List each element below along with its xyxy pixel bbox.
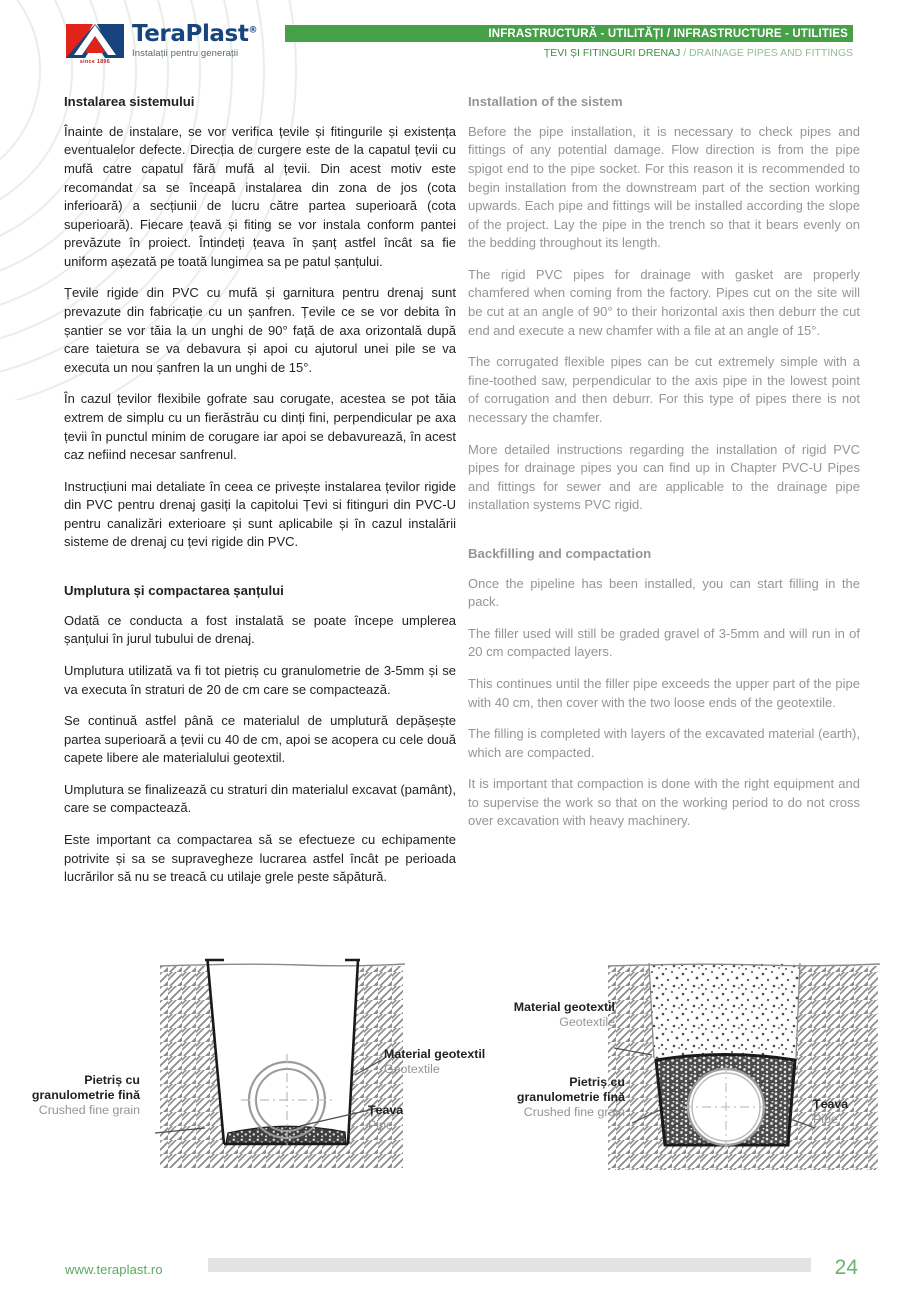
footer-website-link[interactable]: www.teraplast.ro (65, 1262, 163, 1277)
left-fig-pipe-label (368, 1103, 403, 1133)
logo-roof-icon (66, 22, 124, 58)
ro-s1-paragraph-3: În cazul țevilor flexibile gofrate sau corugate, acestea se pot tăia extrem de simplu cu un fierăstrău cu dinți fini, perpendicular pe axa țevii în punctul minim de corugare iar apoi se debavurează, în acest caz nefiind necesar sanfrenul. (64, 391, 456, 463)
page-footer (0, 1243, 920, 1301)
teraplast-logo (66, 21, 258, 65)
en-section2-title: Backfilling and compactation (468, 545, 652, 561)
left-fig-gravel-label (0, 1073, 140, 1118)
header-subtitle-ro: ȚEVI ȘI FITINGURI DRENAJ (543, 47, 681, 59)
ro-s2-paragraph-3: Se continuă astfel până ce materialul de umplutură depășește partea superioară a țevii cu 40 de cm, apoi se acopera cu cele două capete libere ale materialului geotextil. (64, 713, 456, 766)
ro-s1-paragraph-2: Țevile rigide din PVC cu mufă și garnitura pentru drenaj sunt prevazute din fabricație cu un șanfren. Țevile ce se vor debita în șantier se vor tăia la un unghi de 90° față de axa orizontală după care taietura se va debavura și apoi cu ajutorul unei pile se va executa un nou șanfren la un unghi de 15°. (64, 285, 456, 375)
right-fig-geotextile-ro: Material geotextil (513, 1000, 615, 1014)
logo-trademark: ® (248, 25, 258, 36)
right-fig-geotextile-label (460, 1000, 615, 1030)
en-s1-paragraph-4: More detailed instructions regarding the installation of rigid PVC pipes for drainage pipes you can find up in Chapter PVC-U Pipes and fittings for sewer and are applicable to the drainage pipe installation systems PVC rigid. (468, 441, 860, 513)
english-column (468, 94, 860, 844)
en-section1-title: Installation of the sistem (468, 94, 623, 109)
en-s2-paragraph-1: Once the pipeline has been installed, you can start filling in the pack. (468, 575, 860, 610)
en-s2-paragraph-3: This continues until the filler pipe exceeds the upper part of the pipe with 40 cm, then cover with the two loose ends of the geotextile. (468, 675, 860, 710)
ro-s1-paragraph-4: Instrucțiuni mai detaliate în ceea ce privește instalarea țevilor rigide din PVC pentru drenaj gasiți la capitolui Țevi si fitinguri din PVC-U pentru canalizări exterioare și sunt aplicabile și în cazul instalării sisteme de drenaj cu țevi rigide din PVC. (64, 478, 456, 550)
page-header (0, 0, 920, 82)
figure-left-empty-trench (155, 960, 405, 1168)
header-subtitle-en: / DRAINAGE PIPES AND FITTINGS (683, 47, 853, 59)
left-fig-geotextile-ro: Material geotextil (384, 1047, 486, 1061)
left-fig-gravel-ro-line2: granulometrie fină (31, 1088, 140, 1103)
logo-brand-name: TeraPlast® (132, 21, 258, 47)
ro-section2-title: Umplutura și compactarea șanțului (64, 582, 284, 598)
right-fig-pipe-ro: Țeava (813, 1097, 849, 1111)
logo-tagline: Instalații pentru generații (132, 48, 239, 59)
logo-wordmark (132, 22, 257, 59)
en-s2-paragraph-2: The filler used will still be graded gravel of 3-5mm and will run in of 20 cm compacted layers. (468, 625, 860, 660)
en-s1-paragraph-1: Before the pipe installation, it is necessary to check pipes and fittings of any potential damage. Flow direction is from the pipe spigot end to the pipe socket. For this reason it is recommended to begin installation from the downstream part of the section working upwards. Each pipe and fittings will be installed according the slope of the project. Lay the pipe in the trench so that it bears evenly on the bedding throughout its length. (468, 123, 860, 251)
ro-s2-paragraph-5: Este important ca compactarea să se efectueze cu echipamente potrivite și sa se supravegheze lucrarea astfel încât pe perioada lucrărilor să nu se treacă cu utilaje grele peste săpătură. (64, 832, 456, 885)
page-number: 24 (834, 1256, 858, 1279)
ro-s2-paragraph-1: Odată ce conducta a fost instalată se poate începe umplerea șanțului în jurul tubului de drenaj. (64, 612, 456, 647)
trench-cross-section-figures (0, 930, 920, 1180)
left-fig-pipe-en: Pipe (368, 1118, 393, 1133)
ro-s2-paragraph-4: Umplutura se finalizează cu straturi din materialul excavat (pamânt), care se compactează. (64, 781, 456, 816)
left-fig-gravel-ro-line1: Pietriș cu (84, 1073, 140, 1087)
right-fig-gravel-label (470, 1075, 625, 1120)
left-fig-pipe-ro: Țeava (368, 1103, 404, 1117)
ro-s2-paragraph-2: Umplutura utilizată va fi tot pietriș cu granulometrie de 3-5mm și se va executa în straturi de 20 de cm care se compactează. (64, 662, 456, 697)
right-fig-gravel-ro-line2: granulometrie fină (516, 1090, 625, 1105)
left-fig-geotextile-en: Geotextile (384, 1062, 440, 1077)
right-fig-geotextile-en: Geotextile (559, 1015, 615, 1030)
header-subtitle (544, 47, 853, 59)
en-s1-paragraph-3: The corrugated flexible pipes can be cut extremely simple with a fine-toothed saw, perpendicular to the axis pipe in the lowest point of corrugation and then deburr. For this type of pipes there is not necessary the chamfer. (468, 354, 860, 425)
en-section-spacer (468, 528, 860, 546)
en-s1-paragraph-2: The rigid PVC pipes for drainage with gasket are properly chamfered when coming from the factory. Pipes cut on the site will be cut at an angle of 90° to their horizontal axis then deburr the cut end and execute a new chamfer with a file at an angle of 15°. (468, 266, 860, 338)
right-fig-gravel-en: Crushed fine grain (523, 1105, 625, 1120)
en-s2-paragraph-4: The filling is completed with layers of the excavated material (earth), which are compacted. (468, 726, 860, 760)
right-fig-pipe-en: Pipe (813, 1112, 838, 1127)
ro-section-spacer (64, 565, 456, 583)
header-banner-title: INFRASTRUCTURĂ - UTILITĂȚI / INFRASTRUCTURE - UTILITIES (488, 27, 848, 40)
left-fig-geotextile-label (384, 1047, 485, 1077)
left-fig-gravel-en: Crushed fine grain (38, 1103, 140, 1118)
header-banner (285, 25, 853, 42)
logo-since-text: since 1896 (79, 59, 111, 65)
right-fig-pipe-label (813, 1097, 848, 1127)
right-fig-gravel-ro-line1: Pietriș cu (569, 1075, 625, 1089)
ro-s1-paragraph-1: Înainte de instalare, se vor verifica țevile și fitingurile și existența eventualelor defecte. Direcția de curgere este de la capatul țevii cu mufă catre capatul fără mufă al țevii. Din acest motiv este recomandat sa se înceapă instalarea din zona de jos (cota inferioară) a secțiunii de lucru către partea superioară (cota superioară). Fiecare țeavă și fiting se vor instala conform pantei prevăzute în proiect. Întindeți țeava în șanț astfel încât sa fie uniform așezată pe toată lungimea sa pe patul șanțului. (64, 123, 456, 269)
en-s2-paragraph-5: It is important that compaction is done with the right equipment and to supervise the work so that on the working period to do not cross over excavation with heavy machinery. (468, 776, 860, 829)
teraplast-logo-mark (66, 22, 124, 65)
ro-section1-title: Instalarea sistemului (64, 94, 195, 109)
figure-right-backfilled-trench (608, 963, 880, 1170)
romanian-column (64, 94, 456, 900)
